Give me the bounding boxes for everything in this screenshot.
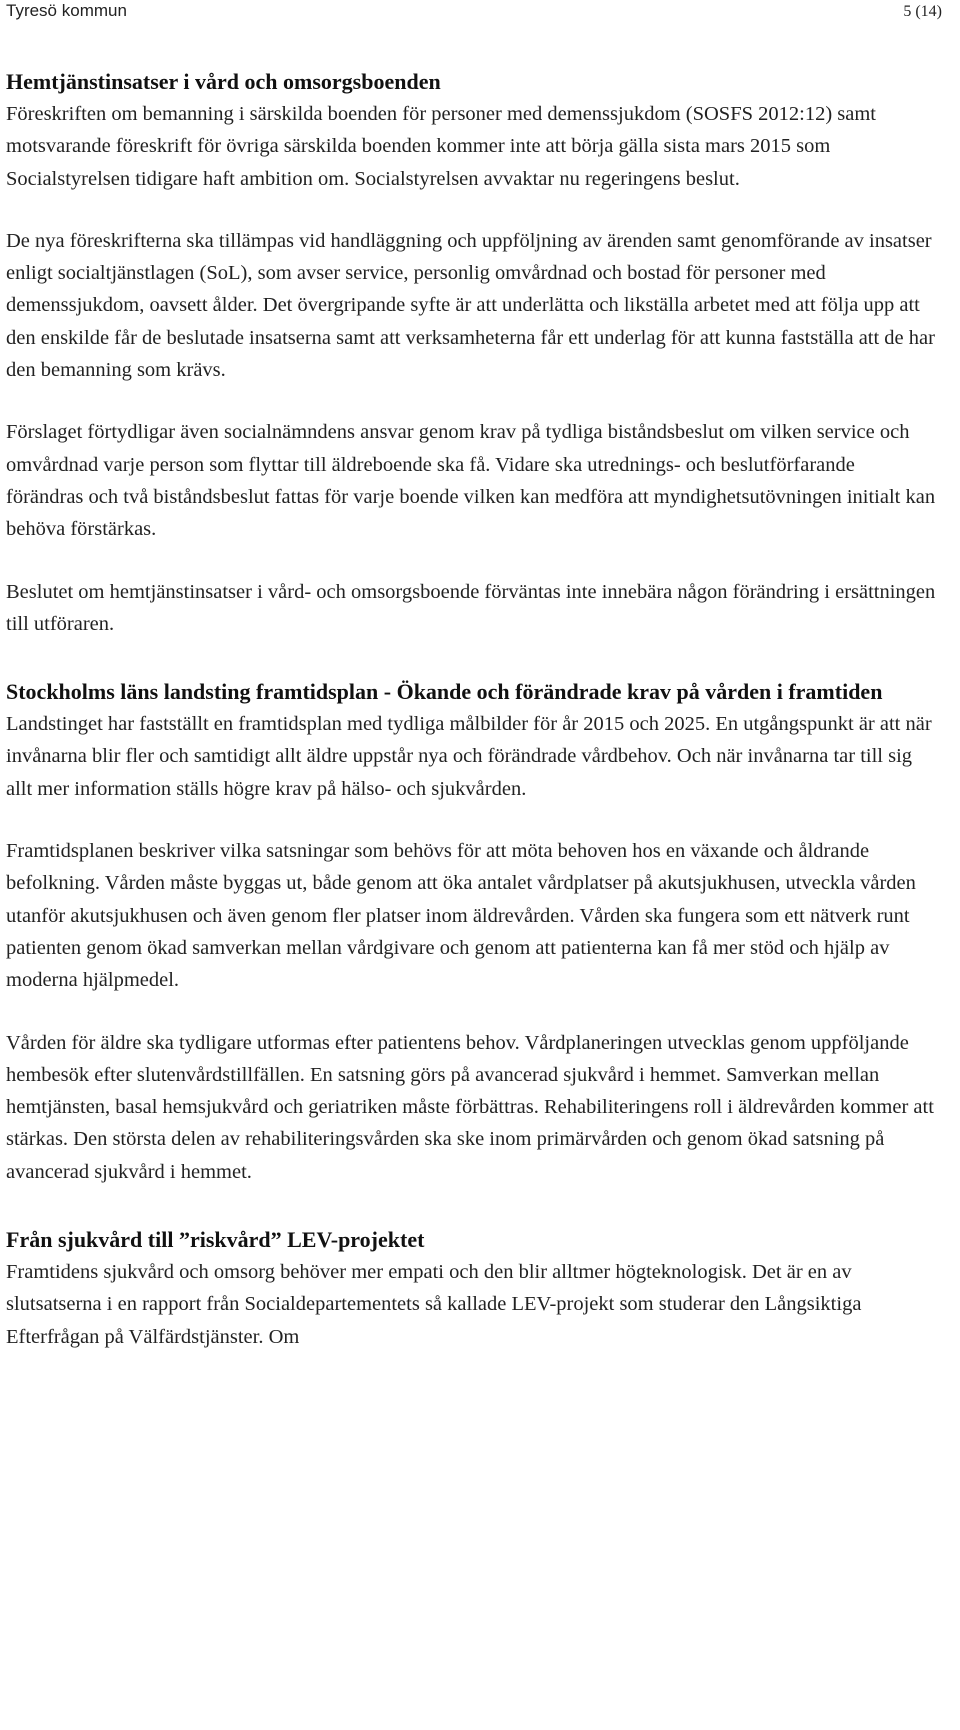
body-paragraph: Vården för äldre ska tydligare utformas efter patientens behov. Vårdplaneringen utvecklas genom uppföljande hembesök efter slutenvårdstillfällen. En satsning görs på avancerad sjukvård i hemmet. Samverkan mellan hemtjänsten, basal hemsjukvård och geriatriken måste förbättras. Rehabiliteringens roll i äldrevården kommer att stärkas. Den största delen av rehabiliteringsvården ska ske inom primärvården och genom ökad satsning på avancerad sjukvård i hemmet. <box>6 1031 934 1183</box>
body-paragraph: Förslaget förtydligar även socialnämndens ansvar genom krav på tydliga biståndsbeslut om vilken service och omvårdnad varje person som flyttar till äldreboende ska få. Vidare ska utrednings- och beslutförfarande förändras och två biståndsbeslut fattas för varje boende vilken kan medföra att myndighetsutövningen initialt kan behöva förstärkas. <box>6 421 936 541</box>
section-heading: Hemtjänstinsatser i vård och omsorgsboenden <box>6 69 441 94</box>
section-hemtjanstinsatser <box>6 66 936 640</box>
section-heading: Stockholms läns landsting framtidsplan - Ökande och förändrade krav på vården i framtiden <box>6 679 883 705</box>
body-paragraph: Framtidsplanen beskriver vilka satsningar som behövs för att möta behoven hos en växande och åldrande befolkning. Vården måste byggas ut, både genom att öka antalet vårdplatser på akutsjukhusen, utveckla vården utanför akutsjukhusen och även genom fler platser inom äldrevården. Vården ska fungera som ett nätverk runt patienten genom ökad samverkan mellan vårdgivare och genom att patienterna kan få mer stöd och hjälp av moderna hjälpmedel. <box>6 840 916 992</box>
page-number: 5 (14) <box>903 3 942 20</box>
section-lev-projektet <box>6 1224 936 1353</box>
section-heading: Från sjukvård till ”riskvård” LEV-projektet <box>6 1227 425 1253</box>
body-paragraph: De nya föreskrifterna ska tillämpas vid handläggning och uppföljning av ärenden samt genomförande av insatser enligt socialtjänstlagen (SoL), som avser service, personlig omvårdnad och bostad för personer med demenssjukdom, oavsett ålder. Det övergripande syfte är att underlätta och likställa arbetet med att följa upp att den enskilde får de beslutade insatserna samt att verksamheterna får ett underlag för att kunna fastställa att de har den bemanning som krävs. <box>6 229 935 382</box>
body-paragraph: Beslutet om hemtjänstinsatser i vård- och omsorgsboende förväntas inte innebära någon förändring i ersättningen till utföraren. <box>6 580 936 635</box>
organization-name: Tyresö kommun <box>6 1 127 20</box>
document-body <box>6 66 936 1353</box>
page-header <box>6 0 942 24</box>
body-paragraph: Framtidens sjukvård och omsorg behöver mer empati och den blir alltmer högteknologisk. Det är en av slutsatserna i en rapport från Socialdepartementets så kallade LEV-projekt som studerar den Långsiktiga Efterfrågan på Välfärdstjänster. Om <box>6 1261 862 1348</box>
body-paragraph: Landstinget har fastställt en framtidsplan med tydliga målbilder för år 2015 och 2025. En utgångspunkt är att när invånarna blir fler och samtidigt allt äldre uppstår nya och förändrade vårdbehov. Och när invånarna tar till sig allt mer information ställs högre krav på hälso- och sjukvården. <box>6 713 932 800</box>
body-paragraph: Föreskriften om bemanning i särskilda boenden för personer med demenssjukdom (SOSFS 2012:12) samt motsvarande föreskrift för övriga särskilda boenden kommer inte att börja gälla sista mars 2015 som Socialstyrelsen tidigare haft ambition om. Socialstyrelsen avvaktar nu regeringens beslut. <box>6 103 876 190</box>
section-framtidsplan <box>6 676 936 1188</box>
